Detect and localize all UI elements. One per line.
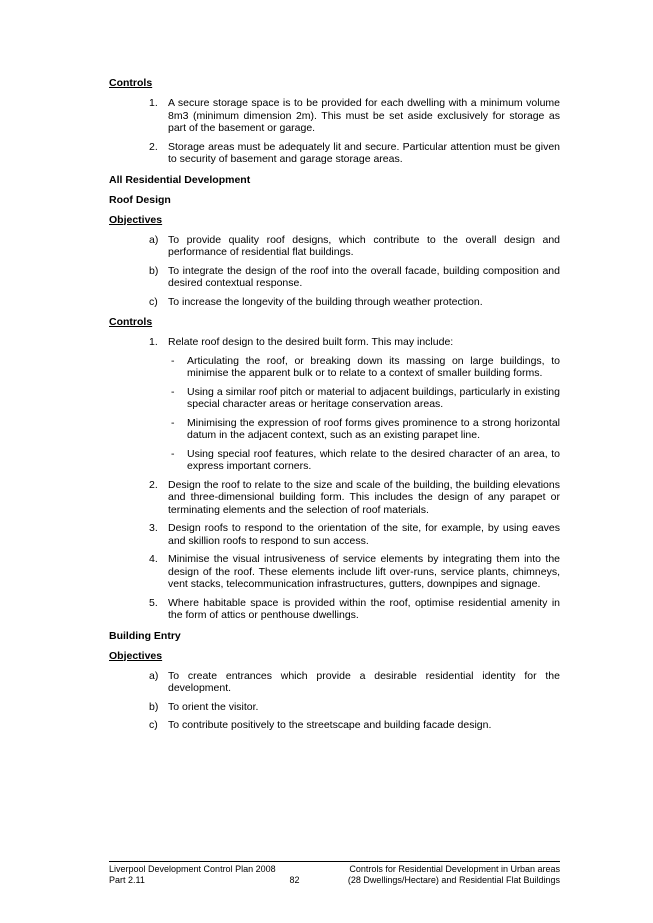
controls-heading: Controls (109, 77, 153, 89)
list-text: Design the roof to relate to the size and scale of the building, the building elevations and three-dimensional building form. This includes the design of any parapet or terminating elements and the selection of roof materials. (168, 478, 560, 516)
sub-list-item (109, 448, 560, 473)
list-number: 4. (149, 553, 158, 565)
sub-list-text: Minimising the expression of roof forms gives prominence to a strong horizontal datum in the adjacent context, such as an existing parapet line. (187, 416, 560, 441)
list-item (109, 522, 560, 547)
list-item (109, 701, 560, 714)
dash-bullet: - (171, 416, 175, 429)
list-letter: a) (149, 233, 159, 246)
list-item (109, 479, 560, 517)
list-number: 1. (149, 336, 158, 348)
list-letter: c) (149, 295, 158, 308)
list-letter: b) (149, 264, 159, 277)
footer-doc-title: Liverpool Development Control Plan 2008 (109, 864, 276, 874)
page-footer (109, 861, 560, 886)
list-item (109, 265, 560, 290)
list-text: Storage areas must be adequately lit and secure. Particular attention must be given to security of basement and garage storage areas. (168, 140, 560, 165)
dash-bullet: - (171, 354, 175, 367)
document-body (109, 77, 560, 738)
list-item (109, 719, 560, 732)
building-entry-heading: Building Entry (109, 629, 181, 642)
sub-list-item (109, 417, 560, 442)
list-item (109, 670, 560, 695)
list-item (109, 336, 560, 349)
list-text: To integrate the design of the roof into the overall facade, building composition and desired contextual response. (168, 264, 560, 289)
list-text: To orient the visitor. (168, 700, 259, 713)
roof-design-heading: Roof Design (109, 193, 171, 206)
controls-heading: Controls (109, 316, 153, 328)
footer-part: Part 2.11 (109, 875, 145, 885)
list-text: Design roofs to respond to the orientation of the site, for example, by using eaves and skillion roofs to respond to sun access. (168, 522, 560, 547)
list-item (109, 296, 560, 309)
dash-bullet: - (171, 447, 175, 460)
sub-list-text: Using special roof features, which relate to the desired character of an area, to express important corners. (187, 447, 560, 472)
list-number: 2. (149, 140, 158, 153)
list-letter: c) (149, 719, 158, 731)
footer-section-title: Controls for Residential Development in Urban areas (349, 864, 560, 874)
list-item (109, 234, 560, 259)
objectives-heading: Objectives (109, 649, 163, 662)
list-text: To contribute positively to the streetscape and building facade design. (168, 719, 492, 731)
footer-middle (275, 864, 315, 886)
objectives-heading: Objectives (109, 213, 163, 226)
list-text: To provide quality roof designs, which contribute to the overall design and performance of residential flat buildings. (168, 233, 560, 258)
sub-list-text: Using a similar roof pitch or material to adjacent buildings, particularly in existing special character areas or heritage conservation areas. (187, 385, 560, 410)
list-text: Minimise the visual intrusiveness of service elements by integrating them into the design of the roof. These elements include lift over-runs, service plants, chimneys, vent stacks, telecommunication infrastructures, gutters, downpipes and signage. (168, 553, 560, 590)
footer-section-subtitle: (28 Dwellings/Hectare) and Residential Flat Buildings (347, 875, 560, 885)
sub-list-text: Articulating the roof, or breaking down its massing on large buildings, to minimise the apparent bulk or to relate to a context of smaller building forms. (187, 354, 560, 379)
list-text: To increase the longevity of the building through weather protection. (168, 295, 483, 308)
list-number: 5. (149, 596, 158, 609)
list-letter: a) (149, 669, 159, 682)
all-residential-heading: All Residential Development (109, 173, 251, 186)
list-text: Where habitable space is provided within the roof, optimise residential amenity in the form of attics or penthouse dwellings. (168, 596, 560, 621)
list-item (109, 141, 560, 166)
list-item (109, 553, 560, 591)
list-number: 1. (149, 97, 158, 109)
list-text: A secure storage space is to be provided for each dwelling with a minimum volume 8m3 (minimum dimension 2m). This must be set aside exclusively for storage as part of the basement or garage. (168, 97, 560, 134)
list-number: 2. (149, 478, 158, 491)
sub-list-item (109, 355, 560, 380)
dash-bullet: - (171, 385, 175, 398)
list-letter: b) (149, 700, 159, 713)
list-number: 3. (149, 522, 158, 534)
page-number: 82 (289, 875, 300, 885)
footer-left (109, 864, 276, 886)
list-item (109, 97, 560, 135)
list-item (109, 597, 560, 622)
list-text: To create entrances which provide a desirable residential identity for the development. (168, 669, 560, 694)
sub-list-item (109, 386, 560, 411)
list-text: Relate roof design to the desired built form. This may include: (168, 336, 454, 348)
footer-right (320, 864, 560, 886)
